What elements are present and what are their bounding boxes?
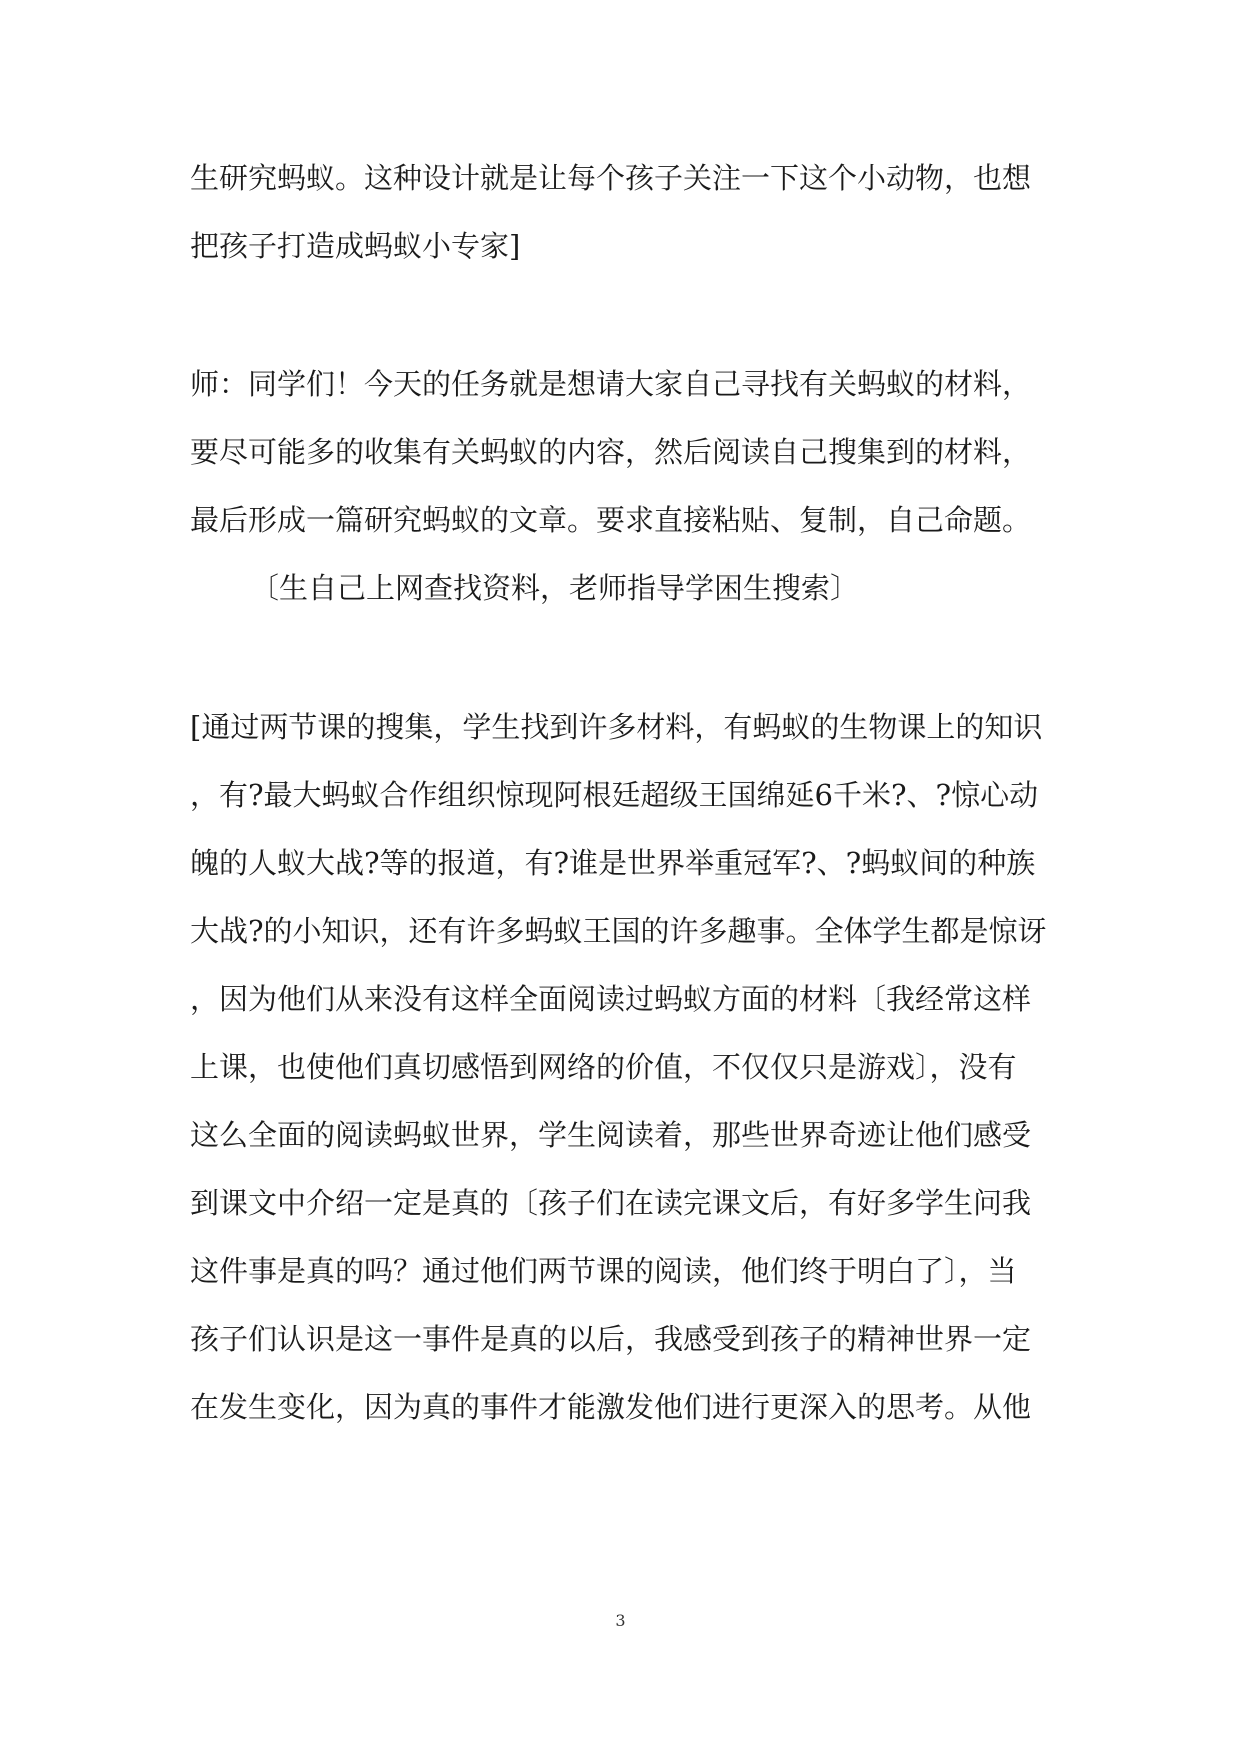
text-line: 这么全面的阅读蚂蚁世界，学生阅读着，那些世界奇迹让他们感受 xyxy=(190,1118,1032,1152)
text-line: ，因为他们从来没有这样全面阅读过蚂蚁方面的材料〔我经常这样 xyxy=(190,982,1032,1016)
text-line: 最后形成一篇研究蚂蚁的文章。要求直接粘贴、复制，自己命题。 xyxy=(190,503,1032,537)
text-line: ，有?最大蚂蚁合作组织惊现阿根廷超级王国绵延6千米?、?惊心动 xyxy=(190,778,1039,812)
text-line: 上课，也使他们真切感悟到网络的价值，不仅仅只是游戏〕，没有 xyxy=(190,1050,1017,1084)
text-line: 大战?的小知识，还有许多蚂蚁王国的许多趣事。全体学生都是惊讶 xyxy=(190,914,1047,948)
page-number: 3 xyxy=(615,1611,626,1630)
text-line: 这件事是真的吗？通过他们两节课的阅读，他们终于明白了〕，当 xyxy=(190,1254,1017,1288)
text-line: 孩子们认识是这一事件是真的以后，我感受到孩子的精神世界一定 xyxy=(190,1322,1032,1356)
text-line: 把孩子打造成蚂蚁小专家] xyxy=(190,229,521,263)
text-line: 魄的人蚁大战?等的报道，有?谁是世界举重冠军?、?蚂蚁间的种族 xyxy=(190,846,1036,880)
text-line: 要尽可能多的收集有关蚂蚁的内容，然后阅读自己搜集到的材料， xyxy=(190,435,1032,469)
text-line: 〔生自己上网查找资料，老师指导学困生搜索〕 xyxy=(250,571,860,605)
text-line: 到课文中介绍一定是真的〔孩子们在读完课文后，有好多学生问我 xyxy=(190,1186,1032,1220)
text-line: 师：同学们！今天的任务就是想请大家自己寻找有关蚂蚁的材料， xyxy=(190,367,1032,401)
text-line: 生研究蚂蚁。这种设计就是让每个孩子关注一下这个小动物，也想 xyxy=(190,161,1032,195)
text-line: 在发生变化，因为真的事件才能激发他们进行更深入的思考。从他 xyxy=(190,1390,1032,1424)
text-line: [通过两节课的搜集，学生找到许多材料，有蚂蚁的生物课上的知识 xyxy=(190,710,1043,744)
